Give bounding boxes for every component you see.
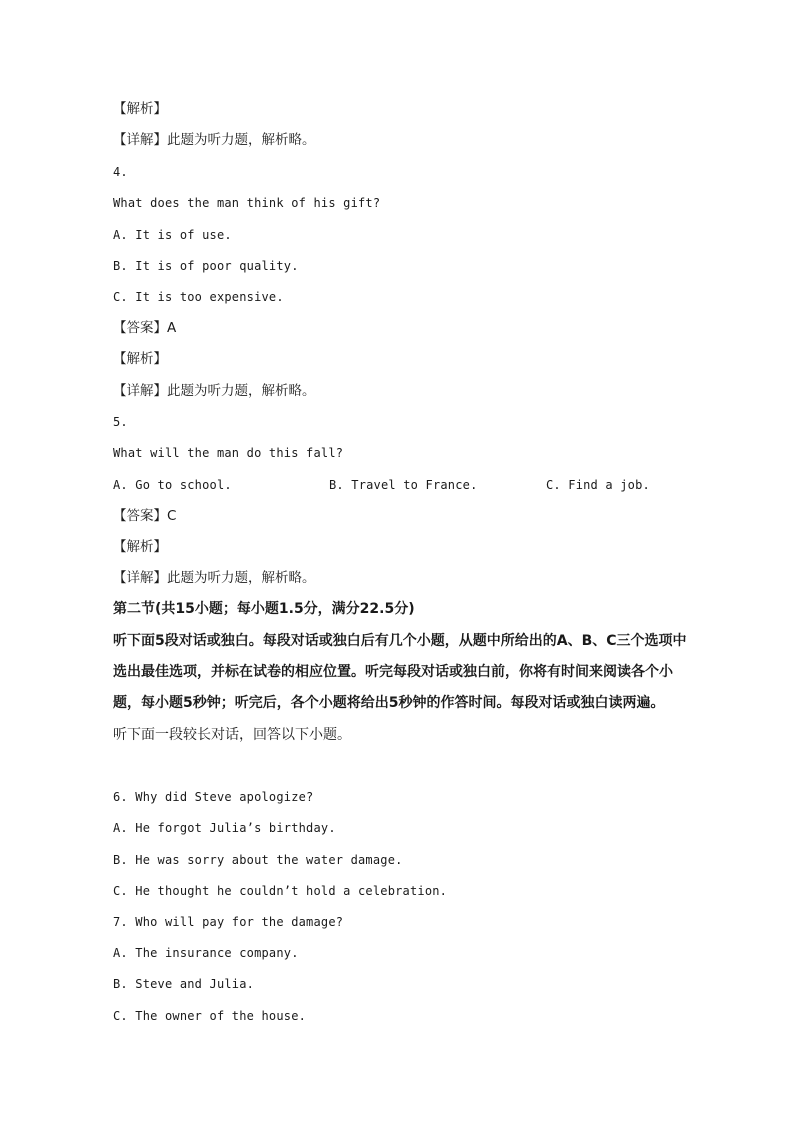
question-number-4: 4.: [113, 165, 128, 179]
question-5-options: [113, 476, 693, 494]
question-5-option-b: B. Travel to France.: [329, 478, 478, 492]
analysis-label-5: 【解析】: [113, 539, 167, 555]
question-4-option-b: B. It is of poor quality.: [113, 259, 299, 273]
question-5-text: What will the man do this fall?: [113, 446, 344, 460]
question-5-option-a: A. Go to school.: [113, 478, 232, 492]
section-heading: 第二节(共15小题；每小题1.5分，满分22.5分): [113, 601, 415, 617]
question-number-5: 5.: [113, 415, 128, 429]
question-4-option-c: C. It is too expensive.: [113, 290, 284, 304]
answer-4: 【答案】A: [113, 320, 177, 336]
question-6-option-b: B. He was sorry about the water damage.: [113, 853, 403, 867]
question-7-option-a: A. The insurance company.: [113, 946, 299, 960]
analysis-label-4: 【解析】: [113, 351, 167, 367]
question-7-option-c: C. The owner of the house.: [113, 1009, 307, 1023]
explanation-5: 【详解】此题为听力题，解析略。: [113, 570, 316, 586]
question-6-option-c: C. He thought he couldn’t hold a celebration.: [113, 884, 448, 898]
explanation-4: 【详解】此题为听力题，解析略。: [113, 383, 316, 399]
question-4-text: What does the man think of his gift?: [113, 196, 381, 210]
section-instructions: 听下面5段对话或独白。每段对话或独白后有几个小题，从题中所给出的A、B、C三个选项中选出最佳选项，并标在试卷的相应位置。听完每段对话或独白前，你将有时间来阅读各个小题，每小题5秒钟；听完后，各个小题将给出5秒钟的作答时间。每段对话或独白读两遍。: [113, 633, 687, 711]
question-7-text: 7. Who will pay for the damage?: [113, 915, 344, 929]
analysis-label-3: 【解析】: [113, 101, 167, 117]
question-6-text: 6. Why did Steve apologize?: [113, 790, 314, 804]
question-5-option-c: C. Find a job.: [546, 478, 650, 492]
explanation-3: 【详解】此题为听力题，解析略。: [113, 132, 316, 148]
question-4-option-a: A. It is of use.: [113, 228, 232, 242]
question-6-option-a: A. He forgot Julia’s birthday.: [113, 821, 336, 835]
question-7-option-b: B. Steve and Julia.: [113, 977, 255, 991]
answer-5: 【答案】C: [113, 508, 177, 524]
section-note: 听下面一段较长对话，回答以下小题。: [113, 727, 351, 743]
